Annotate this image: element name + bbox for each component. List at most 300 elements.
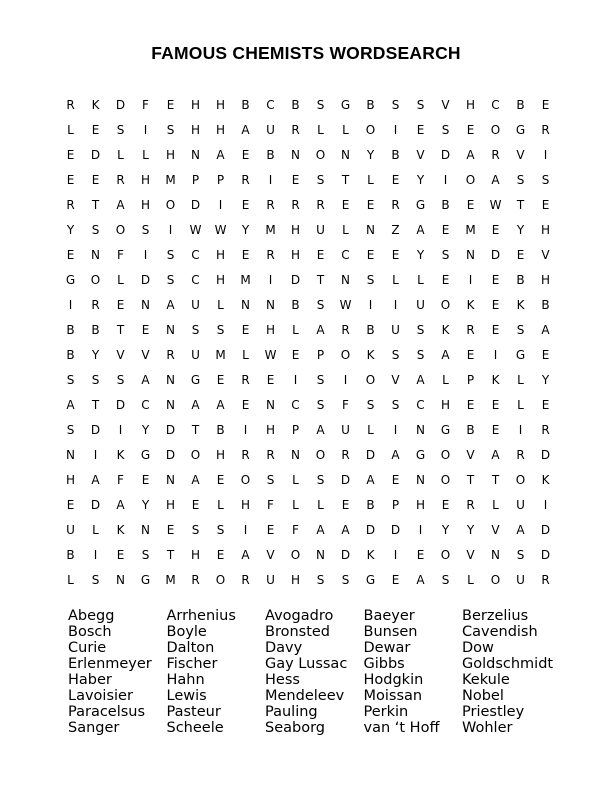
grid-letter[interactable]: S xyxy=(266,473,275,487)
grid-letter[interactable]: I xyxy=(93,548,98,562)
grid-letter[interactable]: L xyxy=(367,173,374,187)
grid-letter[interactable]: O xyxy=(240,473,251,487)
grid-letter[interactable]: O xyxy=(440,448,451,462)
grid-letter[interactable]: B xyxy=(66,323,75,337)
grid-letter[interactable]: C xyxy=(266,98,275,112)
grid-letter[interactable]: N xyxy=(291,148,300,162)
grid-letter[interactable]: H xyxy=(215,448,226,462)
grid-letter[interactable]: U xyxy=(266,573,275,587)
grid-letter[interactable]: K xyxy=(466,298,475,312)
grid-letter[interactable]: L xyxy=(92,523,99,537)
grid-letter[interactable]: O xyxy=(515,473,526,487)
grid-letter[interactable]: O xyxy=(465,173,476,187)
grid-letter[interactable]: S xyxy=(416,323,425,337)
grid-letter[interactable]: D xyxy=(490,248,501,262)
grid-letter[interactable]: K xyxy=(441,323,450,337)
grid-letter[interactable]: L xyxy=(467,573,474,587)
grid-letter[interactable]: D xyxy=(115,98,126,112)
grid-letter[interactable]: I xyxy=(393,423,398,437)
grid-letter[interactable]: H xyxy=(290,248,301,262)
grid-letter[interactable]: V xyxy=(266,548,275,562)
grid-letter[interactable]: G xyxy=(440,423,451,437)
grid-letter[interactable]: F xyxy=(267,498,274,512)
grid-letter[interactable]: I xyxy=(543,498,548,512)
grid-letter[interactable]: R xyxy=(66,98,75,112)
grid-letter[interactable]: I xyxy=(343,373,348,387)
grid-letter[interactable]: B xyxy=(291,98,300,112)
grid-letter[interactable]: E xyxy=(541,198,550,212)
grid-letter[interactable]: W xyxy=(214,223,227,237)
grid-letter[interactable]: R xyxy=(391,198,400,212)
grid-letter[interactable]: R xyxy=(466,498,475,512)
grid-letter[interactable]: N xyxy=(291,448,300,462)
grid-letter[interactable]: I xyxy=(393,298,398,312)
grid-letter[interactable]: S xyxy=(116,373,125,387)
grid-letter[interactable]: Y xyxy=(141,498,150,512)
grid-letter[interactable]: K xyxy=(116,448,125,462)
grid-letter[interactable]: S xyxy=(141,548,150,562)
grid-letter[interactable]: N xyxy=(166,323,175,337)
grid-letter[interactable]: B xyxy=(466,423,475,437)
grid-letter[interactable]: B xyxy=(391,148,400,162)
grid-letter[interactable]: S xyxy=(316,398,325,412)
grid-letter[interactable]: H xyxy=(440,398,451,412)
grid-letter[interactable]: G xyxy=(65,273,76,287)
grid-letter[interactable]: A xyxy=(116,498,125,512)
grid-letter[interactable]: E xyxy=(441,223,450,237)
grid-letter[interactable]: N xyxy=(116,573,125,587)
grid-letter[interactable]: Z xyxy=(391,223,400,237)
grid-letter[interactable]: A xyxy=(416,223,425,237)
grid-letter[interactable]: V xyxy=(466,448,475,462)
grid-letter[interactable]: H xyxy=(65,473,76,487)
grid-letter[interactable]: H xyxy=(540,223,551,237)
grid-letter[interactable]: V xyxy=(516,148,525,162)
grid-letter[interactable]: H xyxy=(290,573,301,587)
grid-letter[interactable]: L xyxy=(342,123,349,137)
grid-letter[interactable]: F xyxy=(117,248,124,262)
grid-letter[interactable]: R xyxy=(241,373,250,387)
grid-letter[interactable]: E xyxy=(241,198,250,212)
grid-letter[interactable]: H xyxy=(215,98,226,112)
grid-letter[interactable]: N xyxy=(416,423,425,437)
grid-letter[interactable]: E xyxy=(241,148,250,162)
grid-letter[interactable]: K xyxy=(491,373,500,387)
grid-letter[interactable]: T xyxy=(91,398,100,412)
grid-letter[interactable]: R xyxy=(516,448,525,462)
grid-letter[interactable]: S xyxy=(116,123,125,137)
grid-letter[interactable]: E xyxy=(66,498,75,512)
grid-letter[interactable]: L xyxy=(217,298,224,312)
grid-letter[interactable]: T xyxy=(316,273,325,287)
grid-letter[interactable]: R xyxy=(291,123,300,137)
grid-letter[interactable]: R xyxy=(341,448,350,462)
grid-letter[interactable]: D xyxy=(365,523,376,537)
grid-letter[interactable]: Y xyxy=(516,223,525,237)
grid-letter[interactable]: D xyxy=(390,523,401,537)
grid-letter[interactable]: S xyxy=(166,273,175,287)
grid-letter[interactable]: E xyxy=(416,548,425,562)
grid-letter[interactable]: Y xyxy=(66,223,75,237)
grid-letter[interactable]: L xyxy=(417,273,424,287)
grid-letter[interactable]: G xyxy=(190,373,201,387)
grid-letter[interactable]: A xyxy=(191,473,200,487)
grid-letter[interactable]: F xyxy=(142,98,149,112)
grid-letter[interactable]: S xyxy=(191,323,200,337)
grid-letter[interactable]: T xyxy=(91,198,100,212)
grid-letter[interactable]: N xyxy=(91,248,100,262)
grid-letter[interactable]: D xyxy=(540,548,551,562)
grid-letter[interactable]: Y xyxy=(241,223,250,237)
grid-letter[interactable]: S xyxy=(316,573,325,587)
grid-letter[interactable]: Y xyxy=(541,373,550,387)
grid-letter[interactable]: B xyxy=(366,323,375,337)
grid-letter[interactable]: U xyxy=(391,323,400,337)
grid-letter[interactable]: C xyxy=(416,398,425,412)
grid-letter[interactable]: O xyxy=(315,448,326,462)
grid-letter[interactable]: H xyxy=(240,498,251,512)
grid-letter[interactable]: P xyxy=(391,498,400,512)
grid-letter[interactable]: T xyxy=(491,473,500,487)
grid-letter[interactable]: V xyxy=(491,523,500,537)
grid-letter[interactable]: Y xyxy=(141,423,150,437)
grid-letter[interactable]: O xyxy=(315,148,326,162)
grid-letter[interactable]: N xyxy=(466,248,475,262)
grid-letter[interactable]: H xyxy=(215,248,226,262)
grid-letter[interactable]: W xyxy=(339,298,352,312)
grid-letter[interactable]: A xyxy=(316,423,325,437)
grid-letter[interactable]: V xyxy=(116,348,125,362)
grid-letter[interactable]: E xyxy=(241,248,250,262)
grid-letter[interactable]: B xyxy=(216,423,225,437)
grid-letter[interactable]: M xyxy=(265,223,276,237)
grid-letter[interactable]: B xyxy=(91,323,100,337)
grid-letter[interactable]: E xyxy=(391,573,400,587)
grid-letter[interactable]: S xyxy=(316,98,325,112)
grid-letter[interactable]: E xyxy=(466,198,475,212)
grid-letter[interactable]: A xyxy=(66,398,75,412)
grid-letter[interactable]: E xyxy=(541,398,550,412)
grid-letter[interactable]: G xyxy=(340,98,351,112)
grid-letter[interactable]: K xyxy=(91,98,100,112)
grid-letter[interactable]: G xyxy=(515,123,526,137)
grid-letter[interactable]: E xyxy=(491,323,500,337)
grid-letter[interactable]: D xyxy=(90,498,101,512)
grid-letter[interactable]: E xyxy=(266,523,275,537)
grid-letter[interactable]: M xyxy=(465,223,476,237)
grid-letter[interactable]: E xyxy=(191,498,200,512)
grid-letter[interactable]: Y xyxy=(416,248,425,262)
grid-letter[interactable]: I xyxy=(243,423,248,437)
grid-letter[interactable]: K xyxy=(116,523,125,537)
grid-letter[interactable]: S xyxy=(91,373,100,387)
grid-letter[interactable]: Y xyxy=(91,348,100,362)
grid-letter[interactable]: T xyxy=(341,173,350,187)
grid-letter[interactable]: B xyxy=(291,298,300,312)
grid-letter[interactable]: R xyxy=(341,323,350,337)
grid-letter[interactable]: H xyxy=(215,123,226,137)
grid-letter[interactable]: I xyxy=(543,148,548,162)
grid-letter[interactable]: R xyxy=(266,448,275,462)
grid-letter[interactable]: N xyxy=(341,273,350,287)
grid-letter[interactable]: L xyxy=(442,373,449,387)
grid-letter[interactable]: P xyxy=(191,173,200,187)
grid-letter[interactable]: S xyxy=(141,223,150,237)
grid-letter[interactable]: B xyxy=(266,148,275,162)
grid-letter[interactable]: I xyxy=(418,523,423,537)
grid-letter[interactable]: B xyxy=(366,498,375,512)
grid-letter[interactable]: U xyxy=(191,298,200,312)
grid-letter[interactable]: A xyxy=(116,198,125,212)
grid-letter[interactable]: L xyxy=(392,273,399,287)
grid-letter[interactable]: T xyxy=(191,423,200,437)
grid-letter[interactable]: E xyxy=(141,473,150,487)
grid-letter[interactable]: I xyxy=(268,273,273,287)
grid-letter[interactable]: O xyxy=(290,548,301,562)
grid-letter[interactable]: A xyxy=(341,523,350,537)
grid-letter[interactable]: E xyxy=(541,98,550,112)
grid-letter[interactable]: H xyxy=(290,223,301,237)
grid-letter[interactable]: E xyxy=(366,248,375,262)
grid-letter[interactable]: N xyxy=(166,398,175,412)
grid-letter[interactable]: B xyxy=(516,273,525,287)
grid-letter[interactable]: I xyxy=(68,298,73,312)
grid-letter[interactable]: L xyxy=(342,223,349,237)
grid-letter[interactable]: U xyxy=(516,498,525,512)
grid-letter[interactable]: K xyxy=(366,348,375,362)
grid-letter[interactable]: N xyxy=(141,523,150,537)
grid-letter[interactable]: A xyxy=(416,373,425,387)
grid-letter[interactable]: S xyxy=(516,323,525,337)
grid-letter[interactable]: I xyxy=(493,348,498,362)
grid-letter[interactable]: S xyxy=(66,423,75,437)
grid-letter[interactable]: B xyxy=(366,98,375,112)
grid-letter[interactable]: I xyxy=(118,423,123,437)
grid-letter[interactable]: A xyxy=(316,523,325,537)
grid-letter[interactable]: E xyxy=(166,98,175,112)
grid-letter[interactable]: I xyxy=(93,448,98,462)
grid-letter[interactable]: H xyxy=(465,98,476,112)
grid-letter[interactable]: R xyxy=(266,248,275,262)
grid-letter[interactable]: A xyxy=(241,548,250,562)
grid-letter[interactable]: M xyxy=(165,573,176,587)
grid-letter[interactable]: I xyxy=(143,123,148,137)
grid-letter[interactable]: H xyxy=(140,173,151,187)
grid-letter[interactable]: E xyxy=(116,298,125,312)
grid-letter[interactable]: T xyxy=(116,323,125,337)
grid-letter[interactable]: S xyxy=(91,223,100,237)
grid-letter[interactable]: H xyxy=(190,98,201,112)
grid-letter[interactable]: I xyxy=(468,273,473,287)
grid-letter[interactable]: S xyxy=(91,573,100,587)
grid-letter[interactable]: S xyxy=(341,573,350,587)
grid-letter[interactable]: I xyxy=(168,223,173,237)
grid-letter[interactable]: S xyxy=(516,548,525,562)
grid-letter[interactable]: Y xyxy=(466,523,475,537)
grid-letter[interactable]: S xyxy=(441,573,450,587)
grid-letter[interactable]: K xyxy=(516,298,525,312)
grid-letter[interactable]: B xyxy=(241,98,250,112)
grid-letter[interactable]: E xyxy=(266,373,275,387)
grid-letter[interactable]: N xyxy=(416,473,425,487)
grid-letter[interactable]: L xyxy=(242,348,249,362)
grid-letter[interactable]: E xyxy=(66,248,75,262)
grid-letter[interactable]: V xyxy=(391,373,400,387)
grid-letter[interactable]: S xyxy=(316,373,325,387)
grid-letter[interactable]: S xyxy=(516,173,525,187)
grid-letter[interactable]: H xyxy=(215,273,226,287)
grid-letter[interactable]: E xyxy=(491,298,500,312)
grid-letter[interactable]: S xyxy=(441,123,450,137)
grid-letter[interactable]: L xyxy=(292,498,299,512)
grid-letter[interactable]: D xyxy=(440,148,451,162)
grid-letter[interactable]: E xyxy=(491,398,500,412)
grid-letter[interactable]: L xyxy=(517,373,524,387)
grid-letter[interactable]: A xyxy=(91,473,100,487)
grid-letter[interactable]: K xyxy=(366,548,375,562)
grid-letter[interactable]: I xyxy=(518,423,523,437)
grid-letter[interactable]: N xyxy=(241,298,250,312)
grid-letter[interactable]: K xyxy=(541,473,550,487)
grid-letter[interactable]: A xyxy=(366,473,375,487)
grid-letter[interactable]: A xyxy=(141,373,150,387)
grid-letter[interactable]: U xyxy=(516,573,525,587)
grid-letter[interactable]: S xyxy=(391,398,400,412)
grid-letter[interactable]: G xyxy=(365,573,376,587)
grid-letter[interactable]: H xyxy=(140,198,151,212)
grid-letter[interactable]: I xyxy=(393,123,398,137)
grid-letter[interactable]: D xyxy=(340,473,351,487)
grid-letter[interactable]: R xyxy=(116,173,125,187)
grid-letter[interactable]: O xyxy=(440,298,451,312)
grid-letter[interactable]: M xyxy=(165,173,176,187)
grid-letter[interactable]: C xyxy=(291,398,300,412)
grid-letter[interactable]: W xyxy=(489,198,502,212)
grid-letter[interactable]: A xyxy=(491,173,500,187)
grid-letter[interactable]: R xyxy=(191,573,200,587)
grid-letter[interactable]: A xyxy=(216,398,225,412)
grid-letter[interactable]: B xyxy=(541,298,550,312)
grid-letter[interactable]: N xyxy=(266,298,275,312)
grid-letter[interactable]: B xyxy=(66,348,75,362)
grid-letter[interactable]: E xyxy=(491,223,500,237)
grid-letter[interactable]: L xyxy=(142,148,149,162)
grid-letter[interactable]: E xyxy=(291,173,300,187)
grid-letter[interactable]: L xyxy=(117,148,124,162)
grid-letter[interactable]: E xyxy=(391,248,400,262)
grid-letter[interactable]: B xyxy=(516,98,525,112)
grid-letter[interactable]: E xyxy=(216,373,225,387)
grid-letter[interactable]: L xyxy=(217,498,224,512)
grid-letter[interactable]: G xyxy=(415,448,426,462)
grid-letter[interactable]: F xyxy=(117,473,124,487)
grid-letter[interactable]: H xyxy=(265,323,276,337)
grid-letter[interactable]: S xyxy=(216,523,225,537)
grid-letter[interactable]: R xyxy=(166,348,175,362)
grid-letter[interactable]: E xyxy=(441,498,450,512)
grid-letter[interactable]: G xyxy=(515,348,526,362)
grid-letter[interactable]: L xyxy=(292,323,299,337)
grid-letter[interactable]: A xyxy=(441,348,450,362)
grid-letter[interactable]: E xyxy=(466,348,475,362)
grid-letter[interactable]: N xyxy=(491,548,500,562)
grid-letter[interactable]: E xyxy=(391,173,400,187)
grid-letter[interactable]: V xyxy=(416,148,425,162)
grid-letter[interactable]: D xyxy=(165,448,176,462)
grid-letter[interactable]: E xyxy=(141,323,150,337)
grid-letter[interactable]: S xyxy=(191,523,200,537)
grid-letter[interactable]: D xyxy=(165,423,176,437)
grid-letter[interactable]: Y xyxy=(366,148,375,162)
grid-letter[interactable]: L xyxy=(492,498,499,512)
grid-letter[interactable]: R xyxy=(541,123,550,137)
grid-letter[interactable]: A xyxy=(216,148,225,162)
grid-letter[interactable]: B xyxy=(66,548,75,562)
grid-letter[interactable]: D xyxy=(365,448,376,462)
grid-letter[interactable]: F xyxy=(292,523,299,537)
grid-letter[interactable]: R xyxy=(241,173,250,187)
grid-letter[interactable]: W xyxy=(264,348,277,362)
grid-letter[interactable]: E xyxy=(241,323,250,337)
grid-letter[interactable]: S xyxy=(391,348,400,362)
grid-letter[interactable]: M xyxy=(215,348,226,362)
grid-letter[interactable]: D xyxy=(115,398,126,412)
grid-letter[interactable]: C xyxy=(341,248,350,262)
grid-letter[interactable]: W xyxy=(189,223,202,237)
grid-letter[interactable]: L xyxy=(67,573,74,587)
grid-letter[interactable]: L xyxy=(117,273,124,287)
grid-letter[interactable]: H xyxy=(165,498,176,512)
grid-letter[interactable]: S xyxy=(366,273,375,287)
grid-letter[interactable]: A xyxy=(491,448,500,462)
grid-letter[interactable]: S xyxy=(316,173,325,187)
grid-letter[interactable]: I xyxy=(268,173,273,187)
grid-letter[interactable]: I xyxy=(368,298,373,312)
grid-letter[interactable]: O xyxy=(90,273,101,287)
grid-letter[interactable]: S xyxy=(216,323,225,337)
grid-letter[interactable]: H xyxy=(540,273,551,287)
grid-letter[interactable]: R xyxy=(541,573,550,587)
grid-letter[interactable]: O xyxy=(165,198,176,212)
grid-letter[interactable]: P xyxy=(216,173,225,187)
grid-letter[interactable]: L xyxy=(317,123,324,137)
grid-letter[interactable]: D xyxy=(540,448,551,462)
grid-letter[interactable]: I xyxy=(143,248,148,262)
grid-letter[interactable]: E xyxy=(91,123,100,137)
grid-letter[interactable]: G xyxy=(140,573,151,587)
grid-letter[interactable]: N xyxy=(191,148,200,162)
grid-letter[interactable]: D xyxy=(190,198,201,212)
grid-letter[interactable]: U xyxy=(266,123,275,137)
grid-letter[interactable]: E xyxy=(341,198,350,212)
grid-letter[interactable]: S xyxy=(416,98,425,112)
grid-letter[interactable]: D xyxy=(290,273,301,287)
grid-letter[interactable]: T xyxy=(466,473,475,487)
grid-letter[interactable]: E xyxy=(91,173,100,187)
grid-letter[interactable]: S xyxy=(316,473,325,487)
grid-letter[interactable]: N xyxy=(341,148,350,162)
grid-letter[interactable]: N xyxy=(66,448,75,462)
grid-letter[interactable]: U xyxy=(66,523,75,537)
grid-letter[interactable]: V xyxy=(466,548,475,562)
grid-letter[interactable]: R xyxy=(241,573,250,587)
grid-letter[interactable]: D xyxy=(140,273,151,287)
grid-letter[interactable]: T xyxy=(166,548,175,562)
grid-letter[interactable]: E xyxy=(491,273,500,287)
grid-letter[interactable]: U xyxy=(191,348,200,362)
grid-letter[interactable]: L xyxy=(367,423,374,437)
grid-letter[interactable]: H xyxy=(190,548,201,562)
